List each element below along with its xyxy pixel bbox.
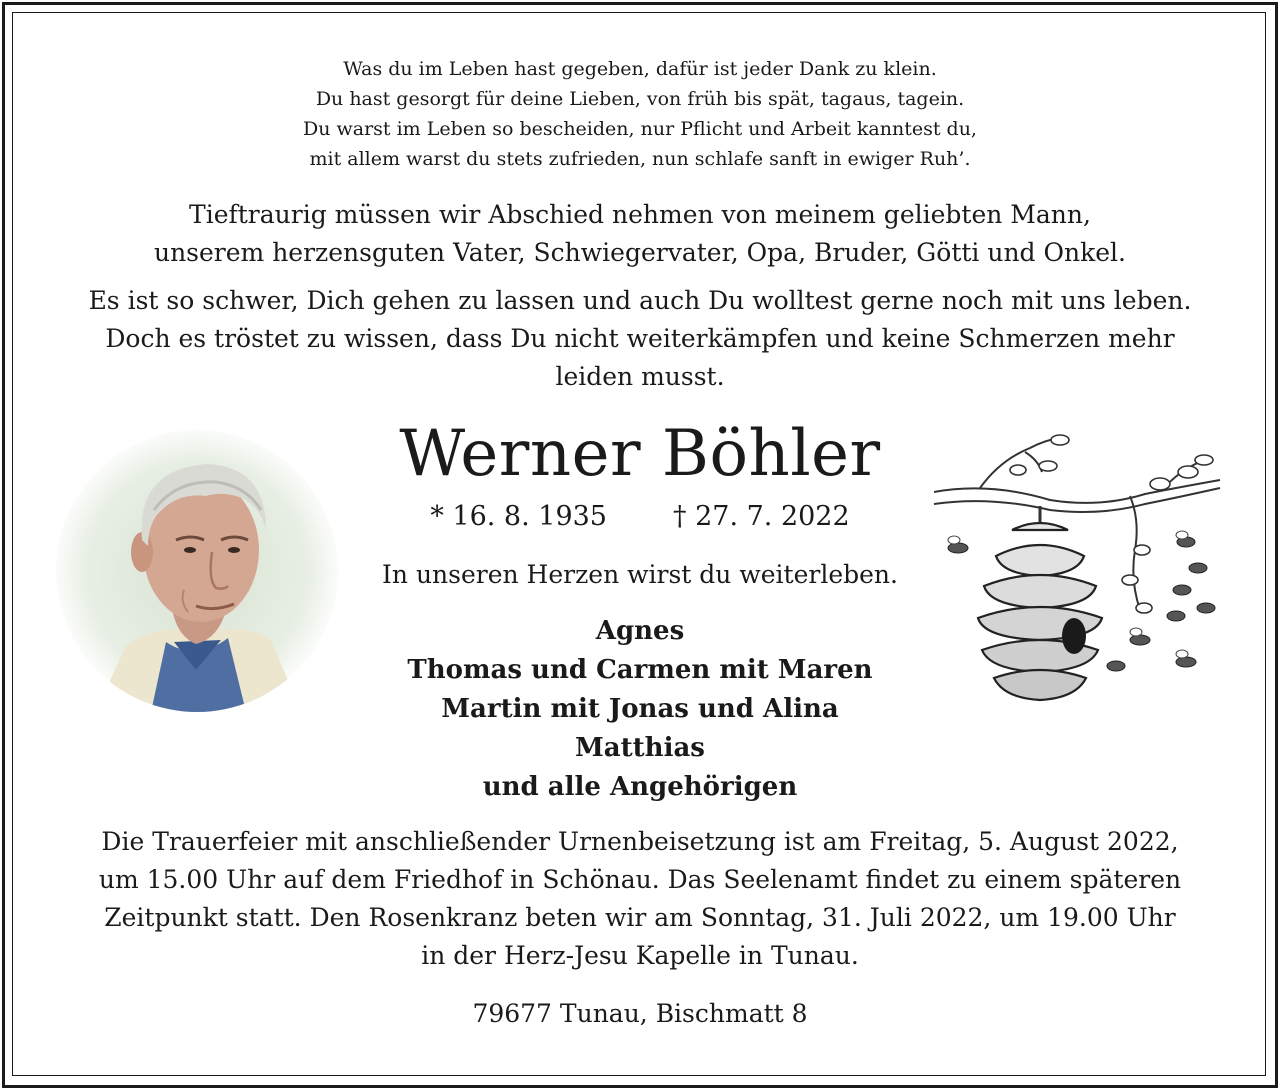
birth-date: * 16. 8. 1935 (430, 501, 607, 532)
deceased-name: Werner Böhler (399, 417, 881, 491)
mourner-line: Thomas und Carmen mit Maren (407, 655, 873, 685)
ceremony-line: um 15.00 Uhr auf dem Friedhof in Schönau. Das Seelenamt findet zu einem späteren (98, 865, 1182, 894)
poem-line: mit allem warst du stets zufrieden, nun schlafe sanft in ewiger Ruh’. (309, 148, 971, 170)
poem (0, 54, 1280, 174)
comfort-line: Doch es tröstet zu wissen, dass Du nicht weiterkämpfen und keine Schmerzen mehr (105, 324, 1175, 353)
intro-paragraph (0, 196, 1280, 272)
mourner-line: und alle Angehörigen (482, 772, 798, 802)
intro-line: unserem herzensguten Vater, Schwiegervater, Opa, Bruder, Götti und Onkel. (153, 238, 1126, 267)
mourner-line: Matthias (575, 733, 705, 763)
poem-line: Was du im Leben hast gegeben, dafür ist jeder Dank zu klein. (343, 58, 937, 80)
intro-line: Tieftraurig müssen wir Abschied nehmen von meinem geliebten Mann, (189, 200, 1091, 229)
poem-line: Du warst im Leben so bescheiden, nur Pflicht und Arbeit kanntest du, (303, 118, 977, 140)
ceremony-line: in der Herz-Jesu Kapelle in Tunau. (421, 941, 859, 970)
comfort-paragraph (0, 282, 1280, 396)
ceremony-line: Die Trauerfeier mit anschließender Urnenbeisetzung ist am Freitag, 5. August 2022, (101, 827, 1179, 856)
comfort-line: leiden musst. (555, 362, 725, 391)
beehive-illustration (930, 430, 1230, 715)
motto: In unseren Herzen wirst du weiterleben. (382, 560, 898, 589)
ceremony-line: Zeitpunkt statt. Den Rosenkranz beten wir am Sonntag, 31. Juli 2022, um 19.00 Uhr (104, 903, 1176, 932)
comfort-line: Es ist so schwer, Dich gehen zu lassen und auch Du wolltest gerne noch mit uns leben. (88, 286, 1192, 315)
beehive-drawing (930, 430, 1230, 715)
address: 79677 Tunau, Bischmatt 8 (472, 999, 808, 1028)
mourner-line: Martin mit Jonas und Alina (441, 694, 839, 724)
mourner-line: Agnes (595, 616, 685, 646)
poem-line: Du hast gesorgt für deine Lieben, von früh bis spät, tagaus, tagein. (315, 88, 965, 110)
ceremony-paragraph (0, 823, 1280, 975)
death-date: † 27. 7. 2022 (673, 501, 850, 532)
